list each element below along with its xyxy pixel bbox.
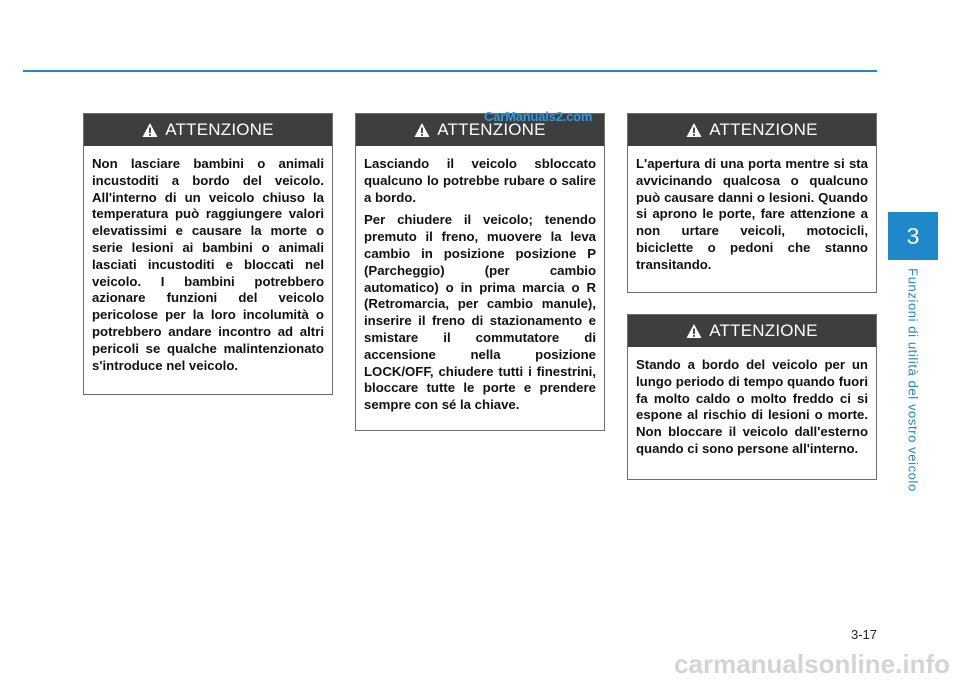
warning-box-door-opening <box>627 113 877 293</box>
warning-body <box>628 347 876 468</box>
warning-paragraph: Non lasciare bambini o animali incustoditi a bordo del veicolo. All'interno di un veicolo chiuso la temperatura può raggiungere valori elevatissimi e causare la morte o serie lesioni ai bambini o animali lasciati incustoditi e bloccati nel veicolo. I bambini potrebbero azionare funzioni del veicolo pericolose per la loro incolumità o potrebbero andare incontro ad altri pericoli se qualche malintenzionato s'introduce nel veicolo. <box>92 156 324 373</box>
warning-body <box>628 146 876 284</box>
warning-header-label: ATTENZIONE <box>709 120 818 139</box>
warning-triangle-icon <box>686 323 702 339</box>
warning-box-children <box>83 113 333 395</box>
warning-paragraph: Per chiudere il veicolo; tenendo premuto il freno, muovere la leva cambio in posizione posizione P (Parcheggio) (per cambio automatico) o in prima marcia o R (Retromarcia, per cambio manule), inserire il freno di stazionamento e smistare il commutatore di accensione nella posizione LOCK/OFF, chiudere tutti i finestrini, bloccare tutte le porte e prendere sempre con sé la chiave. <box>364 212 596 413</box>
warning-triangle-icon <box>142 122 158 138</box>
warning-box-unlocked-vehicle <box>355 113 605 431</box>
warning-header-label: ATTENZIONE <box>437 120 546 139</box>
warning-paragraph: L'apertura di una porta mentre si sta avvicinando qualcosa o qualcuno può causare danni o lesioni. Quando si aprono le porte, fare attenzione a non urtare veicoli, motocicli, biciclette o pedoni che stanno transitando. <box>636 156 868 272</box>
watermark-carmanuals2[interactable]: CarManuals2.com <box>484 109 593 124</box>
chapter-title: Funzioni di utilità del vostro veicolo <box>905 268 921 492</box>
warning-paragraph: Stando a bordo del veicolo per un lungo periodo di tempo quando fuori fa molto caldo o molto freddo ci si espone al rischio di lesioni o morte. Non bloccare il veicolo dall'esterno quando ci sono persone all'interno. <box>636 357 868 456</box>
warning-header <box>84 114 332 146</box>
warning-header <box>628 114 876 146</box>
watermark-carmanualsonline: carmanualsonline.info <box>674 649 950 679</box>
warning-header <box>628 315 876 347</box>
warning-triangle-icon <box>414 122 430 138</box>
warning-header-label: ATTENZIONE <box>165 120 274 139</box>
header-rule <box>23 70 877 72</box>
warning-triangle-icon <box>686 122 702 138</box>
warning-body <box>356 146 604 424</box>
warning-body <box>84 146 332 384</box>
warning-box-extreme-temperature <box>627 314 877 480</box>
warning-header-label: ATTENZIONE <box>709 321 818 340</box>
chapter-number-tab: 3 <box>888 212 938 260</box>
warning-paragraph: Lasciando il veicolo sbloccato qualcuno lo potrebbe rubare o salire a bordo. <box>364 156 596 205</box>
page-number: 3-17 <box>850 627 877 642</box>
